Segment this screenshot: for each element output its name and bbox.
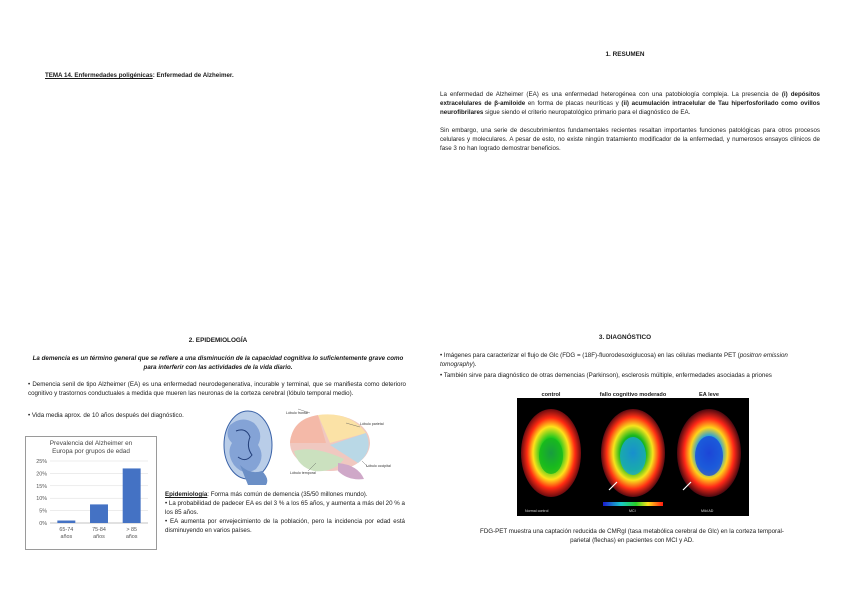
lateral-brain-image (290, 414, 370, 479)
pet-label-control: control (541, 392, 561, 398)
s1-p1-d: (ii) acumulación intracelular de Tau hiperfosforilado como ovillos neurofibrilares (440, 99, 820, 116)
prevalence-chart-svg (26, 437, 156, 549)
topic-suffix: : Enfermedad de Alzheimer. (152, 72, 234, 79)
pet-label-mci: fallo cognitivo moderado (599, 392, 667, 398)
chart-title-line: Prevalencia del Alzheimer en (49, 440, 133, 447)
label-frontal-lobe: Lóbulo frontal (286, 411, 308, 415)
chart-x-tick-label: > 85 (126, 527, 137, 533)
label-temporal-lobe: Lóbulo temporal (290, 471, 316, 475)
other-dementias-bullet: • También sirve para diagnóstico de otras demencias (Parkinson), esclerosis múltiple, enfermedades asociadas a priones (440, 371, 772, 379)
epidemiology-text: : Forma más común de demencia (35/50 millones mundo). (207, 491, 368, 498)
label-occipital-lobe: Lóbulo occipital (366, 464, 391, 468)
epidemiology-bullet-2: • EA aumenta por envejecimiento de la población, pero la incidencia por edad está disminuyendo en varios países. (165, 517, 405, 534)
epidemiology-line (165, 491, 405, 500)
chart-x-tick-label: años (60, 534, 73, 540)
chart-y-tick-label: 15% (36, 483, 47, 490)
topic-prefix: TEMA 14. Enfermedades poligénicas (45, 72, 153, 79)
epidemiology-block (165, 491, 405, 536)
section-3-title: 3. DIAGNÓSTICO (598, 334, 652, 341)
chart-y-tick-label: 0% (39, 521, 47, 527)
s1-p1-e: sigue siendo el criterio neuropatológico primario para el diagnóstico de EA. (483, 108, 691, 116)
pet-sublabel-mci: MCI (629, 509, 636, 513)
chart-y-tick-label: 10% (36, 496, 47, 503)
chart-x-tick-label: 75-84 (92, 527, 106, 533)
chart-x-tick-label: 65-74 (59, 527, 74, 533)
chart-bar (57, 521, 75, 523)
chart-title-line: Europa por grupos de edad (52, 448, 130, 455)
pet-sublabel-ad: Mild AD (701, 509, 714, 513)
section-2-title: 2. EPIDEMIOLOGÍA (188, 337, 248, 344)
brain-illustration (218, 405, 403, 487)
topic-heading (45, 72, 234, 79)
diagnosis-list (440, 352, 822, 383)
pet-bullet-a: • Imágenes para caracterizar el flujo de Glc (FDG = (18F)-fluorodesoxiglucosa) en las células mediante PET ( (440, 352, 740, 359)
chart-bar (90, 504, 108, 523)
s1-p1-a: La enfermedad de Alzheimer (EA) es una enfermedad heterogénea con una patobiología compleja. La presencia de (440, 91, 782, 98)
s1-p1-b: (i) depósitos extracelulares de β-amiloide (440, 91, 821, 107)
pet-bullet-b: positron emission tomography (440, 352, 788, 368)
life-expectancy-bullet: • Vida media aprox. de 10 años después del diagnóstico. (28, 412, 184, 419)
pet-bullet (440, 352, 822, 370)
pet-header-labels (517, 388, 749, 398)
epidemiology-bullet-1: • La probabilidad de padecer EA es del 3 % a los 65 años, y aumenta a más del 20 % a los 85 años. (165, 499, 405, 516)
section-1-title: 1. RESUMEN (605, 51, 645, 58)
section-1-paragraph-2: Sin embargo, una serie de descubrimientos fundamentales recientes resaltan importantes funciones patológicas para otros procesos celulares y moleculares. A pesar de esto, no existe ningún tratamiento modificador de la enfermedad, y numerosos ensayos clínicos de fase 3 no han logrado demostrar beneficios. (440, 127, 820, 152)
chart-x-tick-label: años (93, 534, 105, 540)
chart-y-tick-label: 5% (39, 508, 47, 515)
pet-scan-image (517, 398, 749, 516)
chart-y-tick-label: 20% (36, 471, 47, 478)
label-parietal-lobe: Lóbulo parietal (360, 422, 384, 426)
pet-caption: FDG-PET muestra una captación reducida de CMRgl (tasa metabólica cerebral de Glc) en la corteza temporal-parietal (flechas) en pacientes con MCI y AD. (480, 528, 784, 544)
chart-y-tick-label: 25% (36, 459, 47, 465)
pet-sublabel-control: Normal control (525, 509, 549, 513)
chart-bar (123, 468, 141, 523)
dementia-definition-quote: La demencia es un término general que se refiere a una disminución de la capacidad cognitiva lo suficientemente grave como para interferir con las actividades de la vida diario. (32, 355, 404, 371)
pet-label-ad: EA leve (698, 392, 720, 398)
section-1-paragraph-1 (440, 91, 820, 118)
chart-x-tick-label: años (125, 534, 138, 540)
prevalence-chart (25, 436, 157, 550)
s1-p1-c: en forma de placas neuríticas y (525, 99, 622, 107)
pet-color-scale (603, 502, 663, 506)
alzheimer-description-bullet: • Demencia senil de tipo Alzheimer (EA) es una enfermedad neurodegenerativa, incurable y terminal, que se manifiesta como deterioro cognitivo y trastornos conductuales a medida que mueren las neuronas de la corteza cerebral (lóbulo temporal medio). (28, 381, 406, 397)
pet-bullet-c: ). (472, 360, 477, 368)
brain-section-image (224, 411, 272, 485)
epidemiology-label: Epidemiología (165, 491, 208, 498)
